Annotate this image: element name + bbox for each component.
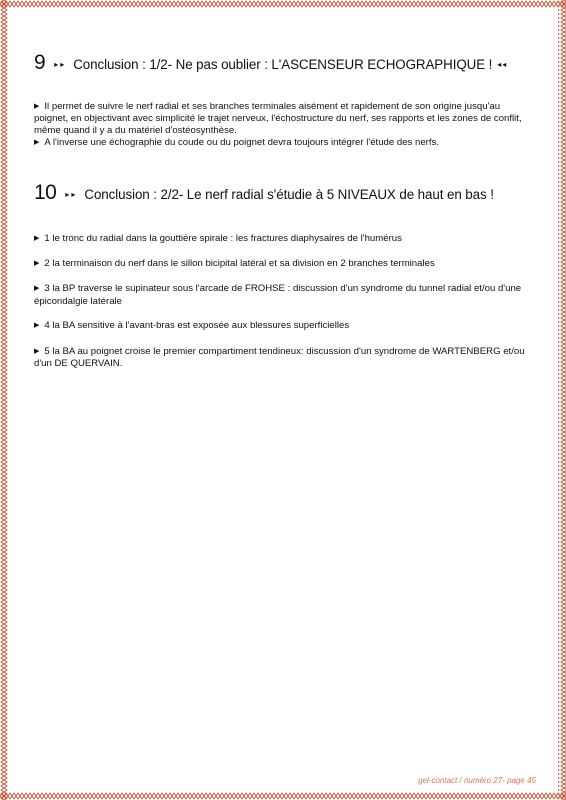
- page-content: [34, 52, 532, 382]
- triangle-right-icon: ▶: [34, 103, 40, 110]
- list-item: [34, 320, 532, 332]
- list-item-text: A l'inverse une échographie du coude ou du poignet devra toujours intégrer l'étude des nerfs.: [44, 137, 439, 149]
- list-item: [34, 346, 532, 370]
- list-item: [34, 233, 532, 245]
- double-triangle-right-icon: ▸▸: [54, 60, 67, 69]
- list-item-text: 5 la BA au poignet croise le premier compartiment tendineux: discussion d'un syndrome de WARTENBERG et/ou d'un DE QUERVAIN.: [34, 345, 525, 370]
- list-item-text: Il permet de suivre le nerf radial et ses branches terminales aisément et rapidement de son origine jusqu'au poignet, en objectivant avec simplicité le trajet nerveux, l'échostructure du nerf, ses rapports et les zones de conflit, même quand il y a du matériel d'ostéosynthèse.: [34, 101, 522, 136]
- list-item-text: 2 la terminaison du nerf dans le sillon bicipital latéral et sa division en 2 branches terminales: [44, 258, 435, 270]
- section-9-bullet-list: [34, 101, 532, 150]
- list-item: [34, 101, 532, 136]
- triangle-right-icon: ▶: [34, 285, 40, 293]
- section-10-bullet-list: [34, 233, 532, 370]
- triangle-right-icon: ▶: [34, 347, 40, 355]
- list-item: [34, 258, 532, 270]
- double-triangle-left-icon: ◂◂: [497, 60, 508, 69]
- section-10-number: 10: [34, 180, 57, 204]
- triangle-right-icon: ▶: [34, 139, 40, 147]
- list-item: [34, 137, 532, 149]
- triangle-right-icon: ▶: [34, 322, 40, 330]
- triangle-right-icon: ▶: [34, 234, 40, 242]
- section-10-heading: [34, 182, 532, 203]
- section-10-title: Conclusion : 2/2- Le nerf radial s'étudie à 5 NIVEAUX de haut en bas !: [84, 186, 494, 202]
- page-footer: gel-contact / numéro 27- page 45: [418, 776, 536, 785]
- section-9-heading: [34, 52, 532, 73]
- list-item-text: 3 la BP traverse le supinateur sous l'arcade de FROHSE : discussion d'un syndrome du tunnel radial et/ou d'une épicondalgie latérale: [34, 283, 522, 307]
- triangle-right-icon: ▶: [34, 260, 40, 268]
- list-item: [34, 283, 532, 307]
- double-triangle-right-icon: ▸▸: [65, 189, 78, 199]
- section-9-number: 9: [34, 51, 46, 74]
- list-item-text: 4 la BA sensitive à l'avant-bras est exposée aux blessures superficielles: [44, 320, 350, 332]
- section-9-title: Conclusion : 1/2- Ne pas oublier : L'ASCENSEUR ECHOGRAPHIQUE !: [73, 57, 493, 72]
- list-item-text: 1 le tronc du radial dans la gouttière spirale : les fractures diaphysaires de l'humérus: [44, 232, 402, 244]
